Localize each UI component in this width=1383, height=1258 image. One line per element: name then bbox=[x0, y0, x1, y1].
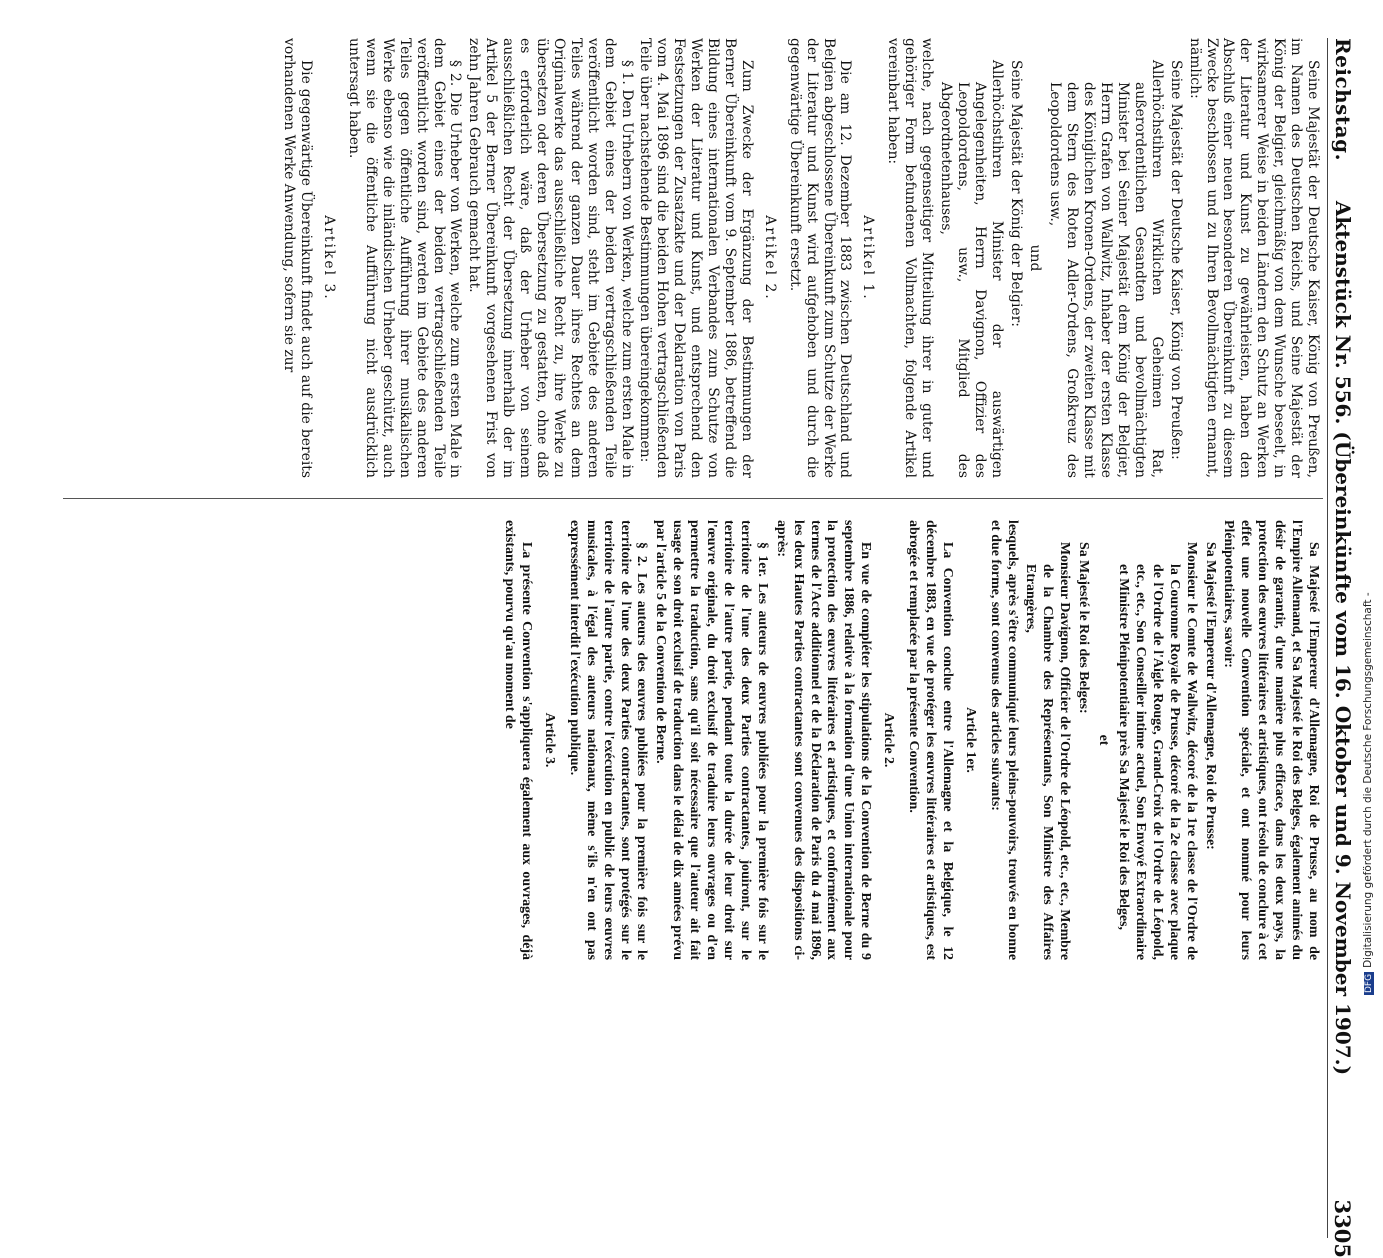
french-article-2-intro: En vue de compléter les stipulations de la Convention de Berne du 9 septembre 1886, relative à la formation d'une Union internationale pour la protection des œuvres littéraires et artistiques, et conformément aux termes de l'Acte additionnel et de la Déclaration de Paris du 4 mai 1896, les deux Hautes Parties contractantes sont convenues des dispositions ci-après: bbox=[773, 520, 874, 960]
french-plenipotentiary-1: Monsieur le Comte de Wallwitz, décoré de la 1re classe de l'Ordre de la Couronne Royale de Prusse, décoré de la 2e classe avec plaque de l'Ordre de l'Aigle Rouge, Grand-Croix de l'Ordre de Léopold, etc., etc., Son Conseiller intime actuel, Son Envoyé Extraordinaire et Ministre Plénipotentiaire près Sa Majesté le Roi des Belges, bbox=[1116, 542, 1199, 960]
french-plenipotentiary-2: Monsieur Davignon, Officier de l'Ordre de Léopold, etc., etc., Membre de la Chambre des Représentants, Son Ministre des Affaires Etrangères, bbox=[1023, 542, 1073, 960]
header-rule bbox=[1327, 38, 1328, 1238]
digitization-notice bbox=[1362, 592, 1374, 995]
german-article-2-heading: Artikel 2. bbox=[761, 215, 778, 301]
german-article-2-intro: Zum Zwecke der Ergänzung der Bestimmungen der Berner Übereinkunft vom 9. September 1886, betreffend die Bildung eines internationalen Verbandes zum Schutze von Werken der Literatur und Kunst, und entsprechend den Festsetzungen der Zusatzakte und der Deklaration von Paris vom 4. Mai 1896 sind die beiden Hohen vertragschließenden Teile über nachstehende Bestimmungen übereingekommen: bbox=[637, 38, 755, 478]
french-article-2-par-1: § 1er. Les auteurs de œuvres publiées pour la première fois sur le territoire de l'une des deux Parties contractantes, jouiront, sur le territoire de l'autre partie, pendant toute la durée de leur droit sur l'œuvre originale, du droit exclusif de traduire leurs ouvrages ou d'en permettre la traduction, sans qu'il soit nécessaire que l'auteur ait fait usage de son droit exclusif de traduction dans le délai de dix années prévu par l'article 5 de la Convention de Berne. bbox=[653, 520, 770, 960]
german-article-1-heading: Artikel 1. bbox=[860, 215, 877, 301]
french-article-1-text: La Convention conclue entre l'Allemagne et la Belgique, le 12 décembre 1883, en vue de protéger les œuvres littéraires et artistiques, est abrogée et remplacée par la présente Convention. bbox=[906, 520, 955, 960]
french-article-2-heading: Article 2. bbox=[881, 712, 897, 768]
french-article-3-heading: Article 3. bbox=[541, 712, 557, 768]
header-title: Aktenstück Nr. 556. (Übereinkünfte vom 16. Oktober und 9. November 1907.) bbox=[1331, 200, 1355, 1076]
french-and: et bbox=[1096, 734, 1112, 746]
french-article-1-heading: Article 1er. bbox=[962, 707, 978, 773]
german-article-2-par-2: § 2. Die Urheber von Werken, welche zum ersten Male in dem Gebiet eines der beiden vertragschließenden Teile veröffentlicht worden sind, werden im Gebiete des anderen Teiles gegen öffentliche Aufführung ihrer musikalischen Werke ebenso wie die inländischen Urheber geschützt, auch wenn sie die öffentliche Aufführung nicht ausdrücklich untersagt haben. bbox=[346, 38, 464, 478]
french-preamble: Sa Majesté l'Empereur d'Allemagne, Roi de Prusse, au nom de l'Empire Allemand, et Sa Majesté le Roi des Belges, également animés du désir de garantir, d'une manière plus efficace, dans les deux pays, la protection des œuvres littéraires et artistiques, ont résolu de conclure à cet effet une nouvelle Convention spéciale, et ont nommé pour leurs Plénipotentiaires, savoir: bbox=[1221, 520, 1321, 960]
german-party-1: Seine Majestät der Deutsche Kaiser, König von Preußen: bbox=[1167, 60, 1184, 460]
german-article-1-text: Die am 12. Dezember 1883 zwischen Deutschland und Belgien abgeschlossene Übereinkunft zum Schutze der Werke der Literatur und Kunst wird aufgehoben und durch die gegenwärtige Übereinkunft ersetzt. bbox=[786, 38, 854, 478]
french-article-2-par-2: § 2. Les auteurs des œuvres publiées pour la première fois sur le territoire de l'une des deux Parties contractantes, sont protégés sur le territoire de l'autre partie, contre l'exécution en public de leurs œuvres musicales, à l'égal des auteurs nationaux, même s'ils n'en ont pas expressément interdit l'exécution publique. bbox=[566, 520, 650, 960]
german-plenipotentiary-2: Allerhöchstihren Minister der auswärtigen Angelegenheiten, Herrn Davignon, Offizier des Leopoldordens, usw., Mitglied des Abgeordnetenhauses, bbox=[937, 60, 1005, 478]
french-column bbox=[498, 520, 1321, 960]
german-and: und bbox=[1027, 244, 1044, 272]
french-article-3-text: La présente Convention s'appliquera également aux ouvrages, déjà existants, pourvu qu'au moment de bbox=[502, 520, 535, 960]
french-party-2: Sa Majesté le Roi des Belges: bbox=[1076, 542, 1092, 714]
german-plenipotentiary-1: Allerhöchstihren Wirklichen Geheimen Rat, außerordentlichen Gesandten und bevollmächtigten Minister bei Seiner Majestät dem König der Belgier, Herrn Grafen von Wallwitz, Inhaber der ersten Klasse des Königlichen Kronen-Ordens, der zweiten Klasse mit dem Stern des Roten Adler-Ordens, Großkreuz des Leopoldordens usw., bbox=[1047, 60, 1165, 478]
digitization-text: Digitalisierung gefördert durch die Deutsche Forschungsgemeinschaft - bbox=[1362, 592, 1374, 968]
dfg-logo: DFG bbox=[1364, 973, 1374, 993]
german-article-3-heading: Artikel 3. bbox=[321, 215, 338, 301]
german-article-2-par-1: § 1. Den Urhebern von Werken, welche zum ersten Male in dem Gebiet eines der beiden vertragschließenden Teile veröffentlicht worden sind, steht im Gebiete des anderen Teiles während der ganzen Dauer ihres Rechtes an dem Originalwerke das ausschließliche Recht zu, ihre Werke zu übersetzen oder deren Übersetzung zu gestatten, ohne daß es erforderlich wäre, daß der Urheber von seinem ausschließlichen Recht der Übersetzung innerhalb der im Artikel 5 der Berner Übereinkunft vorgesehenen Frist von zehn Jahren Gebrauch gemacht hat. bbox=[466, 38, 635, 478]
header-section: Reichstag. bbox=[1331, 38, 1355, 162]
german-party-2: Seine Majestät der König der Belgier: bbox=[1007, 60, 1024, 327]
column-divider bbox=[63, 498, 1323, 499]
french-agreement-clause: lesquels, après s'être communiqué leurs pleins-pouvoirs, trouvés en bonne et due forme, sont convenus des articles suivants: bbox=[987, 520, 1020, 960]
page-number: 3305 bbox=[1330, 1199, 1355, 1258]
german-agreement-clause: welche, nach gegenseitiger Mitteilung ihrer in guter und gehöriger Form befundenen Vollmachten, folgende Artikel vereinbart haben: bbox=[885, 38, 936, 478]
german-article-3-text: Die gegenwärtige Übereinkunft findet auch auf die bereits vorhandenen Werke Anwendung, sofern sie zur bbox=[281, 38, 315, 478]
french-party-1: Sa Majesté l'Empereur d'Allemagne, Roi de Prusse: bbox=[1202, 542, 1218, 850]
german-column bbox=[278, 38, 1321, 478]
german-preamble: Seine Majestät der Deutsche Kaiser, König von Preußen, im Namen des Deutschen Reichs, und Seine Majestät der König der Belgier, gleichmäßig von dem Wunsche beseelt, in wirksamerer Weise in beiden Ländern den Schutz an Werken der Literatur und Kunst zu gewährleisten, haben den Abschluß einer neuen besonderen Übereinkunft zu diesem Zwecke beschlossen und zu Ihren Bevollmächtigten ernannt, nämlich: bbox=[1186, 38, 1321, 478]
